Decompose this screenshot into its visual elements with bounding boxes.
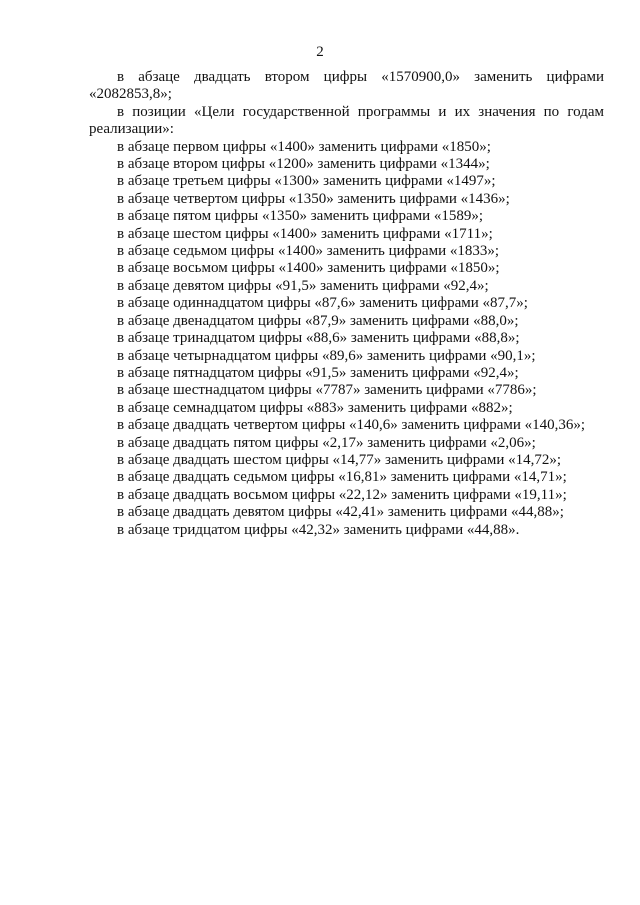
- list-item: в абзаце двадцать четвертом цифры «140,6» заменить цифрами «140,36»;: [117, 417, 586, 434]
- list-item: в абзаце седьмом цифры «1400» заменить цифрами «1833»;: [117, 243, 500, 260]
- list-item: в абзаце семнадцатом цифры «883» заменить цифрами «882»;: [117, 399, 513, 416]
- list-item: в абзаце двадцать седьмом цифры «16,81» заменить цифрами «14,71»;: [117, 469, 567, 486]
- list-item: в абзаце одиннадцатом цифры «87,6» заменить цифрами «87,7»;: [117, 295, 528, 312]
- list-item: в абзаце шестнадцатом цифры «7787» заменить цифрами «7786»;: [117, 382, 537, 399]
- page-number: 2: [316, 44, 324, 60]
- paragraph-intro-amount: в абзаце двадцать втором цифры «1570900,0» заменить цифрами «2082853,8»;: [89, 69, 604, 103]
- list-item: в абзаце пятнадцатом цифры «91,5» заменить цифрами «92,4»;: [117, 364, 519, 381]
- list-item: в абзаце тридцатом цифры «42,32» заменить цифрами «44,88».: [117, 521, 520, 538]
- list-item: в абзаце девятом цифры «91,5» заменить цифрами «92,4»;: [117, 277, 489, 294]
- list-item: в абзаце шестом цифры «1400» заменить цифрами «1711»;: [117, 225, 493, 242]
- list-item: в абзаце четвертом цифры «1350» заменить цифрами «1436»;: [117, 190, 510, 207]
- list-item: в абзаце втором цифры «1200» заменить цифрами «1344»;: [117, 156, 490, 173]
- list-item: в абзаце первом цифры «1400» заменить цифрами «1850»;: [117, 138, 491, 155]
- list-item: в абзаце двенадцатом цифры «87,9» заменить цифрами «88,0»;: [117, 312, 519, 329]
- list-item: в абзаце двадцать девятом цифры «42,41» заменить цифрами «44,88»;: [117, 504, 564, 521]
- list-item: в абзаце пятом цифры «1350» заменить цифрами «1589»;: [117, 208, 484, 225]
- list-item: в абзаце двадцать восьмом цифры «22,12» заменить цифрами «19,11»;: [117, 486, 567, 503]
- list-item: в абзаце двадцать шестом цифры «14,77» заменить цифрами «14,72»;: [117, 451, 562, 468]
- list-item: в абзаце восьмом цифры «1400» заменить цифрами «1850»;: [117, 260, 500, 277]
- list-item: в абзаце тринадцатом цифры «88,6» заменить цифрами «88,8»;: [117, 330, 520, 347]
- document-body: [89, 69, 604, 539]
- list-item: в абзаце четырнадцатом цифры «89,6» заменить цифрами «90,1»;: [117, 347, 536, 364]
- list-item: в абзаце двадцать пятом цифры «2,17» заменить цифрами «2,06»;: [117, 434, 536, 451]
- paragraph-intro-position: в позиции «Цели государственной программы и их значения по годам реализации»:: [89, 103, 604, 138]
- list-item: в абзаце третьем цифры «1300» заменить цифрами «1497»;: [117, 173, 496, 190]
